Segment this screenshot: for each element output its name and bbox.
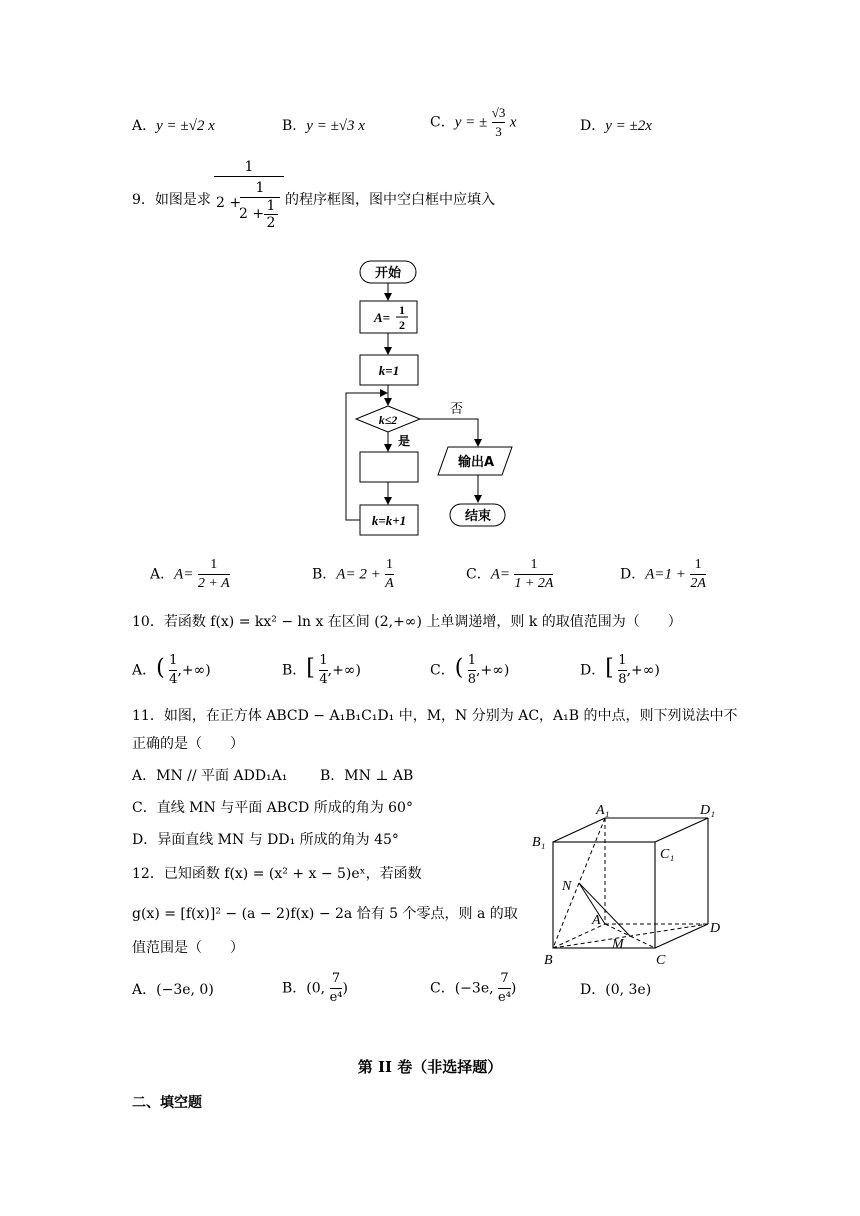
cube-label-b1: B₁ bbox=[532, 835, 546, 850]
q8-option-b: B．y = ±√3 x bbox=[282, 118, 365, 134]
q11-option-c: C．直线 MN 与平面 ABCD 所成的角为 60° bbox=[132, 800, 413, 816]
flow-yes-label: 是 bbox=[398, 434, 411, 448]
cube-label-d1: D₁ bbox=[700, 803, 715, 818]
svg-text:2: 2 bbox=[399, 318, 405, 332]
section-part-label: 二、填空题 bbox=[132, 1095, 202, 1111]
q11-stem-line2: 正确的是（ ） bbox=[132, 736, 244, 752]
q11-option-b: B．MN ⊥ AB bbox=[320, 768, 414, 784]
q11-option-a: A．MN // 平面 ADD₁A₁ bbox=[132, 768, 288, 784]
cube-label-a1: A₁ bbox=[596, 803, 610, 818]
q9-continued-fraction: 1 2 + 1 2 + 1 2 bbox=[214, 158, 284, 239]
q11-cube-figure bbox=[528, 796, 728, 970]
q12-option-c: C．(−3e, $\frac{7}{\text{e⁴}}$ ) bbox=[430, 971, 517, 1005]
cube-label-m: M bbox=[612, 937, 624, 952]
q12-stem-line1: 12．已知函数 f(x) = (x² + x − 5)eˣ，若函数 bbox=[132, 866, 422, 882]
cube-label-c1: C₁ bbox=[660, 847, 675, 862]
q10-option-a: A．( $\frac{1}{4}$ ,+∞) bbox=[132, 653, 211, 687]
q10-option-d: D．[ $\frac{1}{8}$ ,+∞) bbox=[580, 653, 660, 687]
q12-option-a: A．(−3e, 0) bbox=[132, 982, 214, 998]
cube-label-d: D bbox=[710, 921, 721, 936]
q8-option-c: C．y = ± $\frac{√3}{3}$ x bbox=[430, 105, 517, 139]
q10-option-b: B．[ $\frac{1}{4}$ ,+∞) bbox=[282, 653, 361, 687]
flow-blank-node bbox=[360, 452, 418, 482]
q12-stem-line2: g(x) = [f(x)]² − (a − 2)f(x) − 2a 恰有 5 个零点，则 a 的取 bbox=[132, 906, 518, 922]
cube-label-n: N bbox=[562, 879, 572, 894]
q9-option-d: D．A=1 + $\frac{1}{2A}$ bbox=[620, 557, 706, 591]
cube-label-c: C bbox=[656, 953, 666, 968]
svg-text:结束: 结束 bbox=[464, 509, 492, 524]
flow-start-label: 开始 bbox=[374, 266, 402, 281]
svg-text:k≤2: k≤2 bbox=[378, 413, 398, 427]
q9-option-c: C．A= $\frac{1}{1 + 2A}$ bbox=[466, 557, 554, 591]
cube-label-b: B bbox=[544, 953, 553, 968]
q10-stem: 10．若函数 f(x) = kx² − ln x 在区间 (2,+∞) 上单调递增，则 k 的取值范围为（ ） bbox=[132, 614, 682, 630]
svg-text:k=1: k=1 bbox=[378, 363, 400, 378]
q12-option-b: B．(0, $\frac{7}{\text{e⁴}}$ ) bbox=[282, 971, 348, 1005]
svg-text:k=k+1: k=k+1 bbox=[371, 513, 407, 528]
q9-flowchart bbox=[330, 256, 530, 538]
q9-option-a: A．A= $\frac{1}{2 + A}$ bbox=[150, 557, 230, 591]
q12-option-d: D．(0, 3e) bbox=[580, 982, 652, 998]
cube-label-a: A bbox=[592, 913, 601, 928]
q10-option-c: C．( $\frac{1}{8}$ ,+∞) bbox=[430, 653, 510, 687]
q12-stem-line3: 值范围是（ ） bbox=[132, 940, 244, 956]
q11-option-d: D．异面直线 MN 与 DD₁ 所成的角为 45° bbox=[132, 832, 399, 848]
svg-text:输出A: 输出A bbox=[457, 455, 495, 470]
q8-option-a: A．y = ±√2 x bbox=[132, 118, 215, 134]
flow-no-label: 否 bbox=[450, 402, 464, 417]
q9-stem: 9．如图是求 bbox=[132, 192, 211, 208]
svg-text:1: 1 bbox=[399, 303, 405, 317]
q8-option-d: D．y = ±2x bbox=[580, 118, 652, 134]
section-title: 第 II 卷（非选择题） bbox=[357, 1058, 503, 1076]
svg-text:A=: A= bbox=[374, 310, 391, 325]
q11-stem-line1: 11．如图，在正方体 ABCD − A₁B₁C₁D₁ 中，M，N 分别为 AC，A₁B 的中点，则下列说法中不 bbox=[132, 708, 738, 724]
q9-stem-end: 的程序框图，图中空白框中应填入 bbox=[285, 192, 495, 208]
q9-option-b: B．A= 2 + $\frac{1}{A}$ bbox=[312, 557, 394, 591]
